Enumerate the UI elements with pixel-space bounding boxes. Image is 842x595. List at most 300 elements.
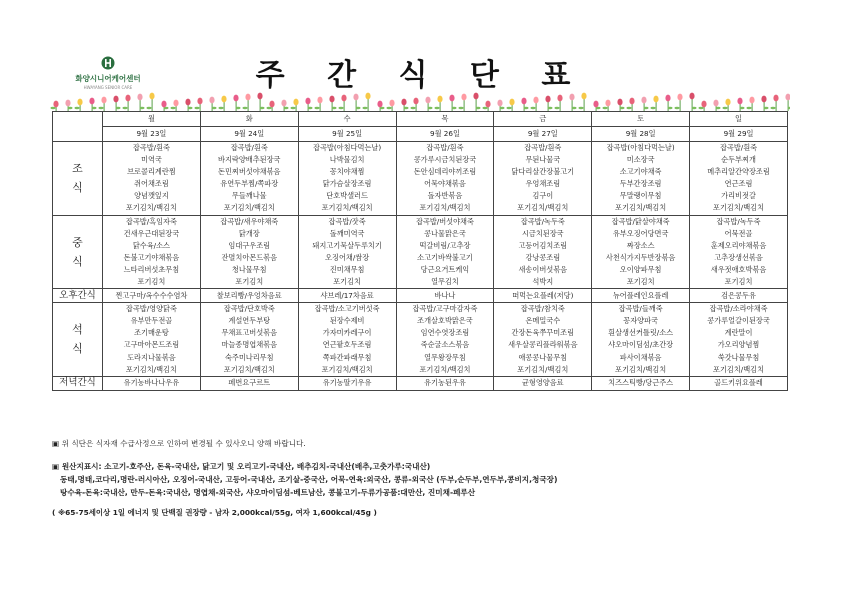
- flower-leaf: [404, 107, 409, 109]
- evening-snack-cell: [103, 376, 201, 390]
- menu-item: 콩가루얼갈이된장국: [707, 316, 770, 326]
- flower-bloom: [101, 97, 106, 104]
- flower-bloom: [545, 96, 550, 103]
- menu-item: 잡곡밥/버섯야채죽: [415, 216, 474, 226]
- origin-line: ▣ 원산지표시: 소고기-호주산, 돈육-국내산, 닭고기 및 오리고기-국내산, 배추김치-국내산(배추,고춧가루:국내산): [52, 462, 431, 471]
- menu-item: 당근요거트케익: [420, 264, 470, 274]
- flower-bloom: [125, 95, 130, 102]
- flower-leaf: [260, 107, 265, 109]
- menu-item: 샤브레/17차음료: [320, 290, 374, 300]
- flower-bloom: [365, 93, 370, 100]
- page-title: 주 간 식 단 표: [255, 58, 587, 93]
- evening-snack-cell: [200, 376, 298, 390]
- menu-item: 어묵전골: [724, 228, 753, 238]
- menu-item: 쥐어채조림: [134, 179, 169, 189]
- menu-item: 균형영양음료: [521, 378, 564, 388]
- breakfast-label: 조 식: [53, 142, 103, 216]
- evening-snack-cell: [690, 376, 788, 390]
- flower-leaf: [435, 107, 440, 109]
- menu-item: 메추리알간약장조림: [707, 167, 770, 177]
- menu-item: 브로콜리계란찜: [127, 167, 176, 177]
- lunch-cell: [494, 215, 592, 289]
- menu-item: 조기매운탕: [134, 328, 169, 338]
- pm-snack-cell: [298, 289, 396, 303]
- menu-item: 계란말이: [724, 328, 753, 338]
- dinner-cell: [396, 303, 494, 377]
- lunch-cell: [592, 215, 690, 289]
- menu-item: 새송이버섯볶음: [518, 264, 568, 274]
- flower-leaf: [332, 107, 337, 109]
- menu-item: 순두부찌개: [721, 155, 756, 165]
- menu-item: 뉴어플레인요플레: [612, 290, 669, 300]
- menu-item: 포기김치/백김치: [517, 203, 569, 213]
- flower-bloom: [761, 96, 766, 103]
- flower-leaf: [627, 107, 632, 109]
- flower-bloom: [281, 100, 286, 107]
- menu-item: 쑥갓나물무침: [717, 352, 760, 362]
- evening-snack-row: [53, 376, 788, 390]
- flower-bloom: [605, 100, 610, 107]
- menu-item: 포기김치/백김치: [713, 364, 765, 374]
- breakfast-row: [53, 142, 788, 216]
- menu-item: 콩가루시금치된장국: [413, 155, 477, 165]
- flower-bloom: [773, 95, 778, 102]
- date-header-cell: 9월 26일: [396, 127, 494, 142]
- menu-item: 파사이채볶음: [619, 352, 662, 362]
- menu-item: 잡곡밥/소라야채죽: [709, 304, 768, 314]
- origin-line: 탕수육-돈육:국내산, 만두-돈육:국내산, 명엽채-외국산, 샤오마이딤섬-베트남산, 콩불고기-두류가공품:대만산, 진미채-페루산: [60, 488, 476, 497]
- pm-snack-cell: [396, 289, 494, 303]
- menu-item: 청나물무침: [231, 264, 267, 274]
- origin-info: [52, 460, 788, 499]
- flower-bloom: [329, 96, 334, 103]
- menu-item: 바지락양배추된장국: [218, 155, 281, 165]
- flower-bloom: [341, 95, 346, 102]
- menu-item: 가자미카레구이: [322, 328, 372, 338]
- flower-leaf: [572, 107, 577, 109]
- dinner-cell: [690, 303, 788, 377]
- menu-item: 가오리양념찜: [717, 340, 760, 350]
- breakfast-cell: [298, 142, 396, 216]
- breakfast-cell: [396, 142, 494, 216]
- menu-item: 새우살콩리플라워볶음: [508, 340, 578, 350]
- flower-leaf: [747, 107, 752, 109]
- menu-item: 잡곡밥/흰죽: [426, 143, 464, 152]
- menu-item: 오징어채/쌈장: [325, 252, 370, 262]
- flower-bloom: [737, 98, 742, 105]
- dinner-cell: [298, 303, 396, 377]
- menu-item: 마늘종명엽채볶음: [221, 340, 278, 350]
- menu-item: 잡곡밥/새우야채죽: [220, 216, 279, 226]
- pm-snack-cell: [494, 289, 592, 303]
- flower-leaf: [243, 107, 248, 109]
- menu-item: 잡곡밥/흰죽: [230, 143, 268, 152]
- flower-bloom: [629, 98, 634, 105]
- breakfast-cell: [103, 142, 201, 216]
- date-header-cell: 9월 29일: [690, 127, 788, 142]
- flower-bloom: [377, 101, 382, 108]
- menu-item: 유부오징어당면국: [612, 228, 669, 238]
- menu-item: 임연수엿장조림: [420, 328, 470, 338]
- flower-bloom: [557, 95, 562, 102]
- flower-bloom: [173, 100, 178, 107]
- flower-leaf: [147, 107, 152, 109]
- menu-item: 잡곡밥/영양닭죽: [125, 304, 177, 314]
- flower-bloom: [389, 100, 394, 107]
- menu-item: 돼지고기묵살두루치기: [312, 240, 382, 250]
- flower-leaf: [284, 107, 289, 109]
- menu-item: 석박지: [532, 277, 554, 287]
- flower-leaf: [531, 107, 536, 109]
- flower-bloom: [269, 101, 274, 108]
- menu-item: 두부간장조림: [619, 179, 662, 189]
- flower-leaf: [692, 107, 697, 109]
- menu-item: 간장돈육쭈꾸미조림: [511, 328, 575, 338]
- flower-leaf: [315, 107, 320, 109]
- flower-bloom: [113, 96, 118, 103]
- menu-item: 고구마아몬드조림: [123, 340, 180, 350]
- menu-item: 포기김치: [626, 277, 655, 287]
- menu-item: 잡곡밥/참치죽: [520, 304, 565, 314]
- menu-item: 닭개장: [238, 228, 260, 238]
- flower-leaf: [699, 107, 704, 109]
- flower-bloom: [485, 101, 490, 108]
- menu-item: 포기김치: [235, 277, 264, 287]
- menu-item: 잡곡밥/닭살야채죽: [611, 216, 670, 226]
- flower-leaf: [771, 107, 776, 109]
- menu-item: 바나나: [434, 290, 456, 300]
- flower-bloom: [593, 101, 598, 108]
- menu-item: 돈안심데리야끼조림: [413, 167, 477, 177]
- flower-bloom: [677, 94, 682, 101]
- date-header-row: [53, 127, 788, 142]
- evening-snack-label: 저녁간식: [53, 376, 103, 390]
- flower-leaf: [644, 107, 649, 109]
- menu-item: 새우젓애호박볶음: [710, 264, 767, 274]
- menu-item: 포기김치/백김치: [223, 364, 275, 374]
- menu-item: 숙주미나리무침: [224, 352, 274, 362]
- flower-leaf: [668, 107, 673, 109]
- day-header-cell: 일: [690, 112, 788, 127]
- menu-item: 조개살호박맑은국: [417, 316, 473, 326]
- day-header-row: [53, 112, 788, 127]
- menu-item: 고추장생선볶음: [714, 252, 763, 262]
- menu-item: 잡곡밥/소고기버섯죽: [314, 304, 380, 314]
- date-header-cell: 9월 23일: [103, 127, 201, 142]
- flower-bloom: [353, 94, 358, 101]
- nutrition-note: ( ※65-75세이상 1일 에너지 및 단백질 권장량 - 남자 2,000kcal/55g, 여자 1,600kcal/45g ): [52, 508, 377, 517]
- day-header-cell: 화: [200, 112, 298, 127]
- menu-item: 연근조림: [724, 179, 753, 189]
- flower-bloom: [449, 95, 454, 102]
- menu-item: 꽁자양파국: [623, 316, 658, 326]
- menu-item: 무채표고버섯볶음: [221, 328, 278, 338]
- lunch-row: [53, 215, 788, 289]
- menu-item: 소고기바싹불고기: [417, 252, 473, 262]
- flower-bloom: [725, 99, 730, 106]
- flower-leaf: [452, 107, 457, 109]
- flower-bloom: [245, 94, 250, 101]
- flower-bloom: [581, 93, 586, 100]
- flower-leaf: [219, 107, 224, 109]
- flower-bloom: [713, 100, 718, 107]
- date-header-cell: 9월 25일: [298, 127, 396, 142]
- flower-leaf: [459, 107, 464, 109]
- menu-item: 느타리버섯초무침: [123, 264, 180, 274]
- menu-item: 진미채무침: [329, 264, 365, 274]
- flower-leaf: [548, 107, 553, 109]
- menu-item: 시금치된장국: [521, 228, 564, 238]
- menu-item: 임대구우조림: [228, 240, 271, 250]
- menu-item: 포기김치/백김치: [125, 203, 177, 213]
- lunch-label: 중 식: [53, 215, 103, 289]
- menu-item: 찐고구마/옥수수수염차: [115, 290, 188, 300]
- menu-item: 단호박샐러드: [326, 191, 368, 201]
- menu-item: 유기농된우유: [424, 378, 466, 388]
- flower-leaf: [51, 107, 56, 109]
- flower-leaf: [603, 107, 608, 109]
- menu-item: 김구이: [532, 191, 554, 201]
- flower-bloom: [137, 94, 142, 101]
- flower-bloom: [77, 99, 82, 106]
- menu-item: 미역국: [141, 155, 162, 165]
- menu-item: 애콩콩나물무침: [518, 352, 568, 362]
- flower-bloom: [749, 97, 754, 104]
- pm-snack-cell: [200, 289, 298, 303]
- menu-item: 훈제오리야채볶음: [710, 240, 767, 250]
- flower-bloom: [473, 93, 478, 100]
- day-header-cell: 수: [298, 112, 396, 127]
- flower-bloom: [641, 97, 646, 104]
- flower-bloom: [497, 100, 502, 107]
- menu-change-note: ▣ 위 식단은 식자재 수급사정으로 인하여 변경될 수 있사오니 양해 바랍니다.: [52, 439, 306, 448]
- flower-leaf: [92, 107, 97, 109]
- menu-item: 열무김치: [431, 277, 459, 287]
- flower-bloom: [461, 94, 466, 101]
- menu-item: 된장수제비: [329, 316, 365, 326]
- menu-item: 잡곡밥/녹두죽: [716, 216, 761, 226]
- menu-item: 소고기야채죽: [619, 167, 662, 177]
- flower-bloom: [65, 100, 70, 107]
- flower-leaf: [339, 107, 344, 109]
- flower-leaf: [267, 107, 272, 109]
- flower-bloom: [413, 98, 418, 105]
- pm-snack-cell: [690, 289, 788, 303]
- menu-item: 무들깨나물: [231, 191, 267, 201]
- flower-leaf: [483, 107, 488, 109]
- menu-item: 잡곡밥/들깨죽: [618, 304, 663, 314]
- flower-leaf: [75, 107, 80, 109]
- notes-section: [52, 438, 788, 518]
- menu-item: 오이양파무침: [619, 264, 662, 274]
- menu-item: 포기김치/백김치: [321, 364, 373, 374]
- breakfast-cell: [690, 142, 788, 216]
- flower-bloom: [785, 94, 790, 101]
- day-header-cell: 토: [592, 112, 690, 127]
- flower-leaf: [411, 107, 416, 109]
- flower-leaf: [764, 107, 769, 109]
- menu-item: 돌자반볶음: [427, 191, 463, 201]
- menu-item: 유기농딸기우유: [322, 378, 372, 388]
- menu-item: 닭수육/소스: [132, 240, 170, 250]
- pm-snack-label: 오후간식: [53, 289, 103, 303]
- menu-item: 건새우근대된장국: [123, 228, 180, 238]
- flower-leaf: [740, 107, 745, 109]
- menu-item: 떡갈비림/고추장: [419, 240, 471, 250]
- flower-bloom: [569, 94, 574, 101]
- flower-leaf: [68, 107, 73, 109]
- flower-border-decoration: [50, 89, 790, 111]
- menu-item: 잡곡밥/흰죽: [132, 143, 170, 152]
- menu-item: 잡곡밥/녹두죽: [520, 216, 565, 226]
- lunch-cell: [200, 215, 298, 289]
- flower-bloom: [305, 98, 310, 105]
- menu-item: 잔멸치아몬드볶음: [221, 252, 278, 262]
- menu-item: 우엉채조림: [525, 179, 561, 189]
- flower-bloom: [521, 98, 526, 105]
- flower-leaf: [476, 107, 481, 109]
- dinner-cell: [200, 303, 298, 377]
- flower-leaf: [507, 107, 512, 109]
- flower-leaf: [500, 107, 505, 109]
- evening-snack-cell: [494, 376, 592, 390]
- menu-item: 온메밀국수: [525, 316, 561, 326]
- evening-snack-cell: [396, 376, 494, 390]
- menu-item: 유기농바나나우유: [123, 378, 180, 388]
- lunch-cell: [690, 215, 788, 289]
- menu-item: 치즈스틱빵/당근주스: [608, 378, 674, 388]
- menu-item: 포기김치/백김치: [713, 203, 765, 213]
- flower-leaf: [363, 107, 368, 109]
- menu-item: 흰살생선커틀릿/소스: [608, 328, 674, 338]
- flower-bloom: [233, 95, 238, 102]
- menu-item: 가리비젓갈: [721, 191, 756, 201]
- flower-leaf: [171, 107, 176, 109]
- menu-item: 나박물김치: [329, 155, 365, 165]
- date-header-cell: 9월 24일: [200, 127, 298, 142]
- flower-bloom: [197, 98, 202, 105]
- day-header-cell: 금: [494, 112, 592, 127]
- flower-bloom: [401, 99, 406, 106]
- menu-item: 죽순굴소스볶음: [420, 340, 470, 350]
- breakfast-cell: [592, 142, 690, 216]
- flower-leaf: [723, 107, 728, 109]
- flower-bloom: [209, 97, 214, 104]
- flower-bloom: [701, 101, 706, 108]
- dinner-row: [53, 303, 788, 377]
- lunch-cell: [298, 215, 396, 289]
- menu-item: 잡곡밥(아침다먹는날): [606, 143, 675, 152]
- menu-item: 연근팥호두조림: [322, 340, 372, 350]
- flower-leaf: [308, 107, 313, 109]
- date-header-cell: 9월 27일: [494, 127, 592, 142]
- flower-bloom: [533, 97, 538, 104]
- menu-item: 떠먹는요플레(저당): [512, 290, 574, 300]
- flower-leaf: [291, 107, 296, 109]
- menu-item: 포기김치/백김치: [615, 364, 667, 374]
- menu-item: 강낭콩조림: [525, 252, 561, 262]
- menu-item: 잡곡밥(아침다먹는날): [313, 143, 382, 152]
- menu-item: 열무왕장무침: [424, 352, 466, 362]
- menu-item: 포기김치/백김치: [517, 364, 569, 374]
- menu-item: 골드키위요플레: [714, 378, 763, 388]
- flower-leaf: [579, 107, 584, 109]
- flower-bloom: [665, 95, 670, 102]
- menu-item: 샤오마이딤섬/초간장: [608, 340, 674, 350]
- menu-item: 잡곡밥/잣죽: [328, 216, 366, 226]
- menu-item: 어묵야채볶음: [424, 179, 466, 189]
- menu-item: 포기김치/백김치: [615, 203, 667, 213]
- dinner-label: 석 식: [53, 303, 103, 377]
- menu-item: 잡곡밥/단호박죽: [223, 304, 275, 314]
- corner-cell: [53, 112, 103, 142]
- menu-item: 포기김치/백김치: [419, 364, 471, 374]
- pm-snack-cell: [103, 289, 201, 303]
- menu-item: 포기김치: [724, 277, 753, 287]
- menu-item: 찰보리빵/우엉차음료: [216, 290, 282, 300]
- flower-bloom: [617, 99, 622, 106]
- menu-item: 고등어김치조림: [518, 240, 568, 250]
- flower-leaf: [236, 107, 241, 109]
- flower-bloom: [509, 99, 514, 106]
- flower-leaf: [651, 107, 656, 109]
- pm-snack-cell: [592, 289, 690, 303]
- menu-item: 포기김치: [137, 277, 166, 287]
- flower-bloom: [149, 93, 154, 100]
- menu-item: 사천식가지두반장볶음: [605, 252, 676, 262]
- menu-item: 잡곡밥/흰죽: [524, 143, 562, 152]
- menu-item: 도라지나물볶음: [127, 352, 176, 362]
- flower-bloom: [89, 98, 94, 105]
- lunch-cell: [103, 215, 201, 289]
- flower-leaf: [140, 107, 145, 109]
- lunch-cell: [396, 215, 494, 289]
- menu-item: 잡곡밥/흑임자죽: [125, 216, 177, 226]
- menu-item: 쪽파간파래무침: [322, 352, 372, 362]
- flower-leaf: [524, 107, 529, 109]
- flower-leaf: [195, 107, 200, 109]
- flower-bloom: [257, 93, 262, 100]
- menu-item: 꽁치야채찜: [329, 167, 365, 177]
- menu-item: 유연두부찜/쪽파장: [220, 179, 279, 189]
- flower-leaf: [555, 107, 560, 109]
- flower-bloom: [221, 96, 226, 103]
- flower-leaf: [356, 107, 361, 109]
- menu-item: 포기김치/백김치: [321, 203, 373, 213]
- flower-bloom: [653, 96, 658, 103]
- breakfast-cell: [200, 142, 298, 216]
- flower-bloom: [293, 99, 298, 106]
- menu-item: 돈불고기야채볶음: [123, 252, 180, 262]
- evening-snack-cell: [592, 376, 690, 390]
- dinner-cell: [494, 303, 592, 377]
- evening-snack-cell: [298, 376, 396, 390]
- flower-leaf: [675, 107, 680, 109]
- menu-item: 포기김치: [333, 277, 361, 287]
- flower-leaf: [188, 107, 193, 109]
- dinner-cell: [592, 303, 690, 377]
- logo-text: 화양시니어케어센터: [75, 74, 141, 83]
- flower-bloom: [437, 96, 442, 103]
- menu-item: 포기김치/백김치: [125, 364, 177, 374]
- flower-bloom: [317, 97, 322, 104]
- menu-item: 미소장국: [626, 155, 655, 165]
- day-header-cell: 월: [103, 112, 201, 127]
- menu-item: 무말랭이무침: [619, 191, 662, 201]
- day-header-cell: 목: [396, 112, 494, 127]
- date-header-cell: 9월 28일: [592, 127, 690, 142]
- flower-bloom: [53, 101, 58, 108]
